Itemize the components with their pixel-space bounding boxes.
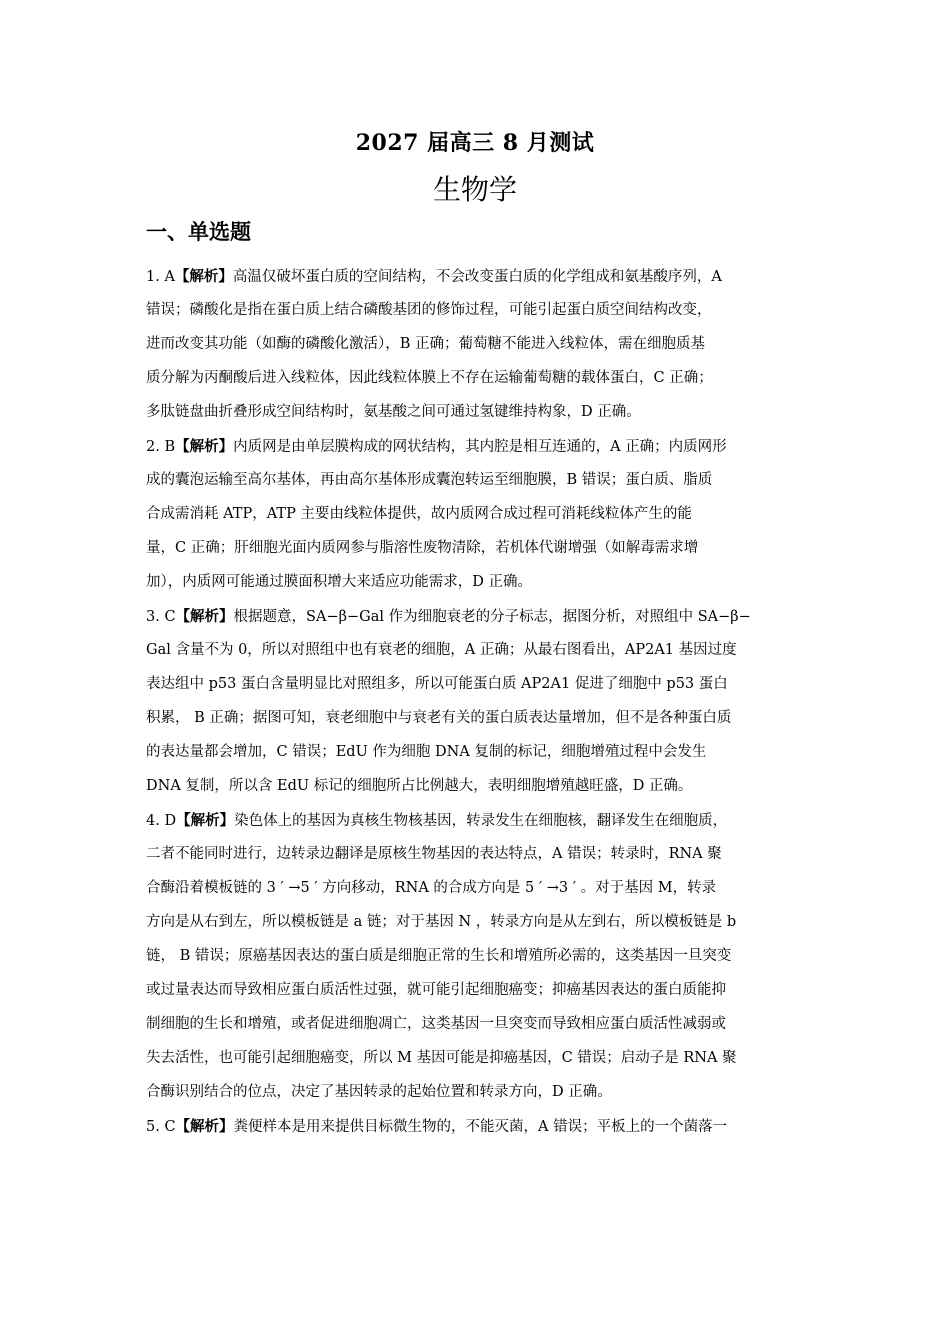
answer-line: [146, 840, 818, 874]
question-number: 4. D: [146, 813, 177, 829]
answer-text: 多肽链盘曲折叠形成空间结构时，氨基酸之间可通过氢键维持构象，D 正确。: [146, 404, 641, 420]
answer-text: 或过量表达而导致相应蛋白质活性过强，就可能引起细胞癌变；抑癌基因表达的蛋白质能抑: [146, 982, 726, 998]
answer-line: [146, 500, 818, 534]
answer-text: 表达组中 p53 蛋白含量明显比对照组多，所以可能蛋白质 AP2A1 促进了细胞中 p53 蛋白: [146, 676, 728, 692]
answer-line: [146, 466, 818, 500]
answer-line: [146, 296, 818, 330]
answer-text: 加），内质网可能通过膜面积增大来适应功能需求，D 正确。: [146, 574, 532, 590]
answer-line: [146, 534, 818, 568]
answer-line: [146, 568, 818, 602]
answer-line: [146, 1010, 818, 1044]
answer-text: 错误；磷酸化是指在蛋白质上结合磷酸基团的修饰过程，可能引起蛋白质空间结构改变，: [146, 302, 712, 318]
answer-text: 质分解为丙酮酸后进入线粒体，因此线粒体膜上不存在运输葡萄糖的载体蛋白，C 正确；: [146, 370, 713, 386]
answer-line: [146, 398, 818, 432]
analysis-tag: 【解析】: [175, 1118, 234, 1135]
answer-line: [146, 330, 818, 364]
question-number: 5. C: [146, 1119, 176, 1135]
answer-text: Gal 含量不为 0，所以对照组中也有衰老的细胞，A 正确；从最右图看出，AP2A1 基因过度: [146, 642, 737, 658]
subject-title: 生物学: [432, 173, 517, 206]
analysis-tag: 【解析】: [175, 608, 234, 625]
answer-text: 的表达量都会增加，C 错误；EdU 作为细胞 DNA 复制的标记，细胞增殖过程中会发生: [146, 744, 707, 760]
answer-line: [146, 262, 818, 296]
answer-line: [146, 1112, 818, 1146]
answer-line: [146, 738, 818, 772]
answer-text: 量，C 正确；肝细胞光面内质网参与脂溶性废物清除，若机体代谢增强（如解毒需求增: [146, 540, 699, 556]
answer-line: [146, 976, 818, 1010]
answer-line: [146, 772, 818, 806]
answer-text: 染色体上的基因为真核生物核基因，转录发生在细胞核，翻译发生在细胞质，: [234, 813, 728, 829]
answer-line: [146, 806, 818, 840]
answer-text: 合酶沿着模板链的 3 ′ →5 ′ 方向移动，RNA 的合成方向是 5 ′ →3 ′ 。对于基因 M，转录: [146, 880, 717, 896]
answer-text: 根据题意，SA−β−Gal 作为细胞衰老的分子标志，据图分析，对照组中 SA−β−: [233, 609, 751, 625]
answer-line: [146, 432, 818, 466]
answer-text: 粪便样本是用来提供目标微生物的，不能灭菌，A 错误；平板上的一个菌落一: [233, 1119, 728, 1135]
analysis-tag: 【解析】: [175, 438, 234, 455]
answer-text: 链， B 错误；原癌基因表达的蛋白质是细胞正常的生长和增殖所必需的，这类基因一旦突变: [146, 948, 732, 964]
answer-text: 合成需消耗 ATP，ATP 主要由线粒体提供，故内质网合成过程可消耗线粒体产生的能: [146, 506, 692, 522]
answer-line: [146, 1044, 818, 1078]
answer-text: 高温仅破坏蛋白质的空间结构，不会改变蛋白质的化学组成和氨基酸序列，A: [232, 269, 722, 285]
document-title: 2027 届高三 8 月测试: [355, 130, 595, 156]
answer-text: 方向是从右到左，所以模板链是 a 链；对于基因 N ，转录方向是从左到右，所以模板链是 b: [146, 914, 737, 930]
answer-text: 制细胞的生长和增殖，或者促进细胞凋亡，这类基因一旦突变而导致相应蛋白质活性减弱或: [146, 1016, 726, 1032]
answer-line: [146, 908, 818, 942]
answer-line: [146, 704, 818, 738]
answer-line: [146, 636, 818, 670]
answer-line: [146, 874, 818, 908]
analysis-tag: 【解析】: [176, 812, 235, 829]
answer-text: 合酶识别结合的位点，决定了基因转录的起始位置和转录方向，D 正确。: [146, 1084, 612, 1100]
answer-list: [146, 262, 818, 1146]
answer-line: [146, 942, 818, 976]
question-number: 1. A: [146, 269, 175, 285]
answer-text: 积累， B 正确；据图可知，衰老细胞中与衰老有关的蛋白质表达量增加，但不是各种蛋白质: [146, 710, 732, 726]
answer-text: 失去活性，也可能引起细胞癌变，所以 M 基因可能是抑癌基因，C 错误；启动子是 RNA 聚: [146, 1050, 737, 1066]
answer-text: DNA 复制，所以含 EdU 标记的细胞所占比例越大，表明细胞增殖越旺盛，D 正确。: [146, 778, 693, 794]
analysis-tag: 【解析】: [174, 268, 233, 285]
section-heading: 一、单选题: [146, 219, 251, 244]
question-number: 3. C: [146, 609, 176, 625]
answer-text: 进而改变其功能（如酶的磷酸化激活），B 正确；葡萄糖不能进入线粒体，需在细胞质基: [146, 336, 706, 352]
answer-line: [146, 670, 818, 704]
answer-line: [146, 602, 818, 636]
question-number: 2. B: [146, 439, 176, 455]
answer-text: 成的囊泡运输至高尔基体，再由高尔基体形成囊泡转运至细胞膜，B 错误；蛋白质、脂质: [146, 472, 713, 488]
answer-text: 二者不能同时进行，边转录边翻译是原核生物基因的表达特点，A 错误；转录时，RNA 聚: [146, 846, 722, 862]
answer-line: [146, 364, 818, 398]
answer-text: 内质网是由单层膜构成的网状结构，其内腔是相互连通的，A 正确；内质网形: [233, 439, 727, 455]
answer-line: [146, 1078, 818, 1112]
